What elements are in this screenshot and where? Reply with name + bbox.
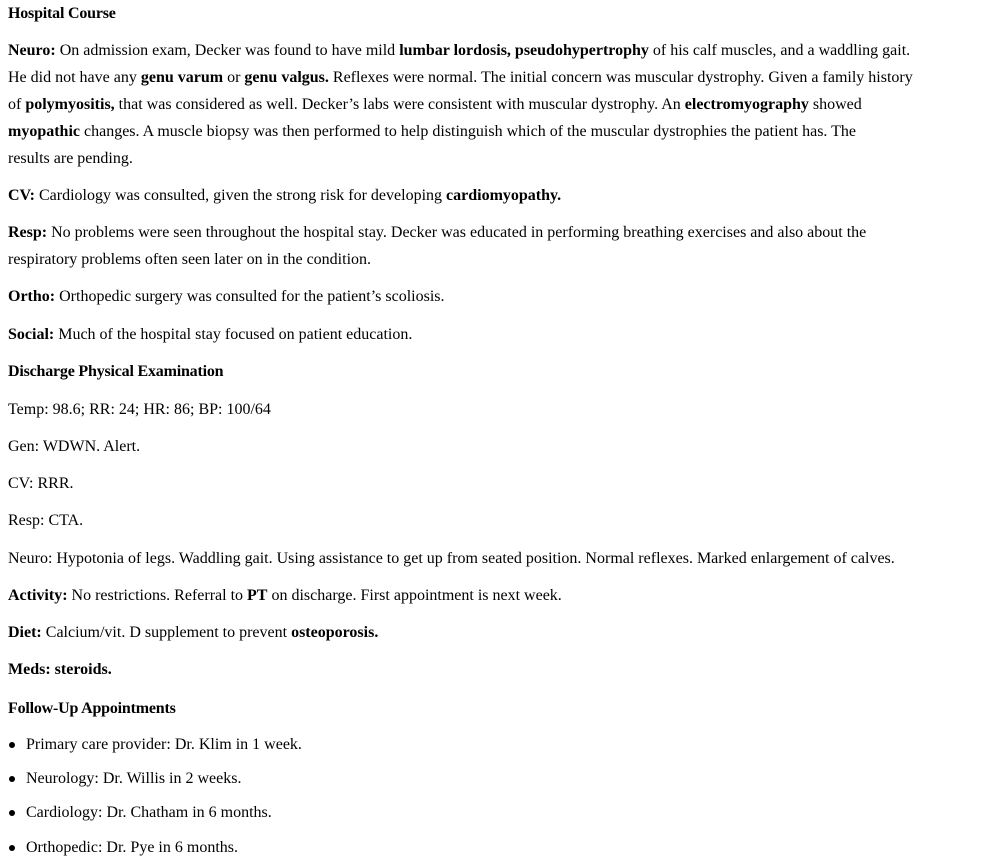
social-text: Much of the hospital stay focused on patient education. (58, 326, 413, 343)
neuro-text: or (227, 69, 241, 86)
neuro-term-bold: myopathic (8, 123, 80, 140)
neuro-text: On admission exam, Decker was found to have mild (59, 42, 396, 59)
neuro-text: Reflexes were normal. The initial concern was muscular dystrophy. Given a family history (332, 69, 913, 86)
ortho-paragraph (8, 287, 445, 307)
resp-label: Resp: (8, 224, 48, 241)
cv-paragraph (8, 186, 561, 206)
meds-term-bold: steroids. (54, 661, 112, 678)
follow-up-item: Neurology: Dr. Willis in 2 weeks. (26, 770, 242, 787)
diet-text: Calcium/vit. D supplement to prevent (45, 624, 288, 641)
activity-text: No restrictions. Referral to (71, 587, 244, 604)
neuro-term-bold: genu valgus. (244, 69, 329, 86)
activity-term-bold: PT (247, 587, 268, 604)
neuro-text: that was considered as well. Decker’s labs were consistent with muscular dystrophy. An (118, 96, 681, 113)
meds-label: Meds: (8, 661, 51, 678)
diet-term-bold: osteoporosis. (291, 624, 379, 641)
discharge-exam-heading: Discharge Physical Examination (8, 363, 224, 380)
activity-line (8, 586, 562, 606)
hospital-course-heading: Hospital Course (8, 5, 116, 22)
neuro-term-bold: lumbar lordosis, pseudohypertrophy (399, 42, 649, 59)
resp-line-2: respiratory problems often seen later on in the condition. (8, 251, 372, 268)
exam-neuro-line: Neuro: Hypotonia of legs. Waddling gait. Using assistance to get up from seated position. Normal reflexes. Marked enlargement of calves. (8, 550, 895, 567)
neuro-term-bold: genu varum (140, 69, 224, 86)
neuro-text: of (8, 96, 22, 113)
bullet-icon (9, 810, 15, 816)
exam-resp-line: Resp: CTA. (8, 512, 84, 529)
cv-term-bold: cardiomyopathy. (446, 187, 562, 204)
neuro-line-1 (8, 41, 910, 61)
follow-up-item: Primary care provider: Dr. Klim in 1 week. (26, 736, 302, 753)
resp-line-1 (8, 223, 866, 243)
neuro-line-4 (8, 122, 856, 142)
ortho-text: Orthopedic surgery was consulted for the patient’s scoliosis. (59, 288, 445, 305)
neuro-line-3 (8, 95, 862, 115)
neuro-text: changes. A muscle biopsy was then performed to help distinguish which of the muscular dystrophies the patient has. The (84, 123, 856, 140)
neuro-line-2 (8, 68, 913, 88)
neuro-label: Neuro: (8, 42, 56, 59)
neuro-text: He did not have any (8, 69, 137, 86)
neuro-term-bold: electromyography (684, 96, 809, 113)
gen-line: Gen: WDWN. Alert. (8, 438, 141, 455)
exam-cv-line: CV: RRR. (8, 475, 74, 492)
social-label: Social: (8, 326, 55, 343)
neuro-term-bold: polymyositis, (25, 96, 115, 113)
follow-up-item: Orthopedic: Dr. Pye in 6 months. (26, 839, 238, 856)
bullet-icon (9, 845, 15, 851)
vitals-line: Temp: 98.6; RR: 24; HR: 86; BP: 100/64 (8, 401, 271, 418)
meds-line (8, 660, 112, 680)
social-paragraph (8, 325, 412, 345)
activity-text: on discharge. First appointment is next week. (271, 587, 562, 604)
cv-text: Cardiology was consulted, given the strong risk for developing (38, 187, 443, 204)
neuro-line-5: results are pending. (8, 150, 133, 167)
neuro-text: showed (812, 96, 862, 113)
neuro-text: of his calf muscles, and a waddling gait. (652, 42, 911, 59)
diet-label: Diet: (8, 624, 42, 641)
activity-label: Activity: (8, 587, 68, 604)
bullet-icon (9, 742, 15, 748)
cv-label: CV: (8, 187, 35, 204)
follow-up-item: Cardiology: Dr. Chatham in 6 months. (26, 804, 272, 821)
ortho-label: Ortho: (8, 288, 56, 305)
diet-line (8, 623, 378, 643)
follow-up-heading: Follow-Up Appointments (8, 700, 176, 717)
bullet-icon (9, 776, 15, 782)
resp-text: No problems were seen throughout the hospital stay. Decker was educated in performing breathing exercises and also about the (51, 224, 867, 241)
